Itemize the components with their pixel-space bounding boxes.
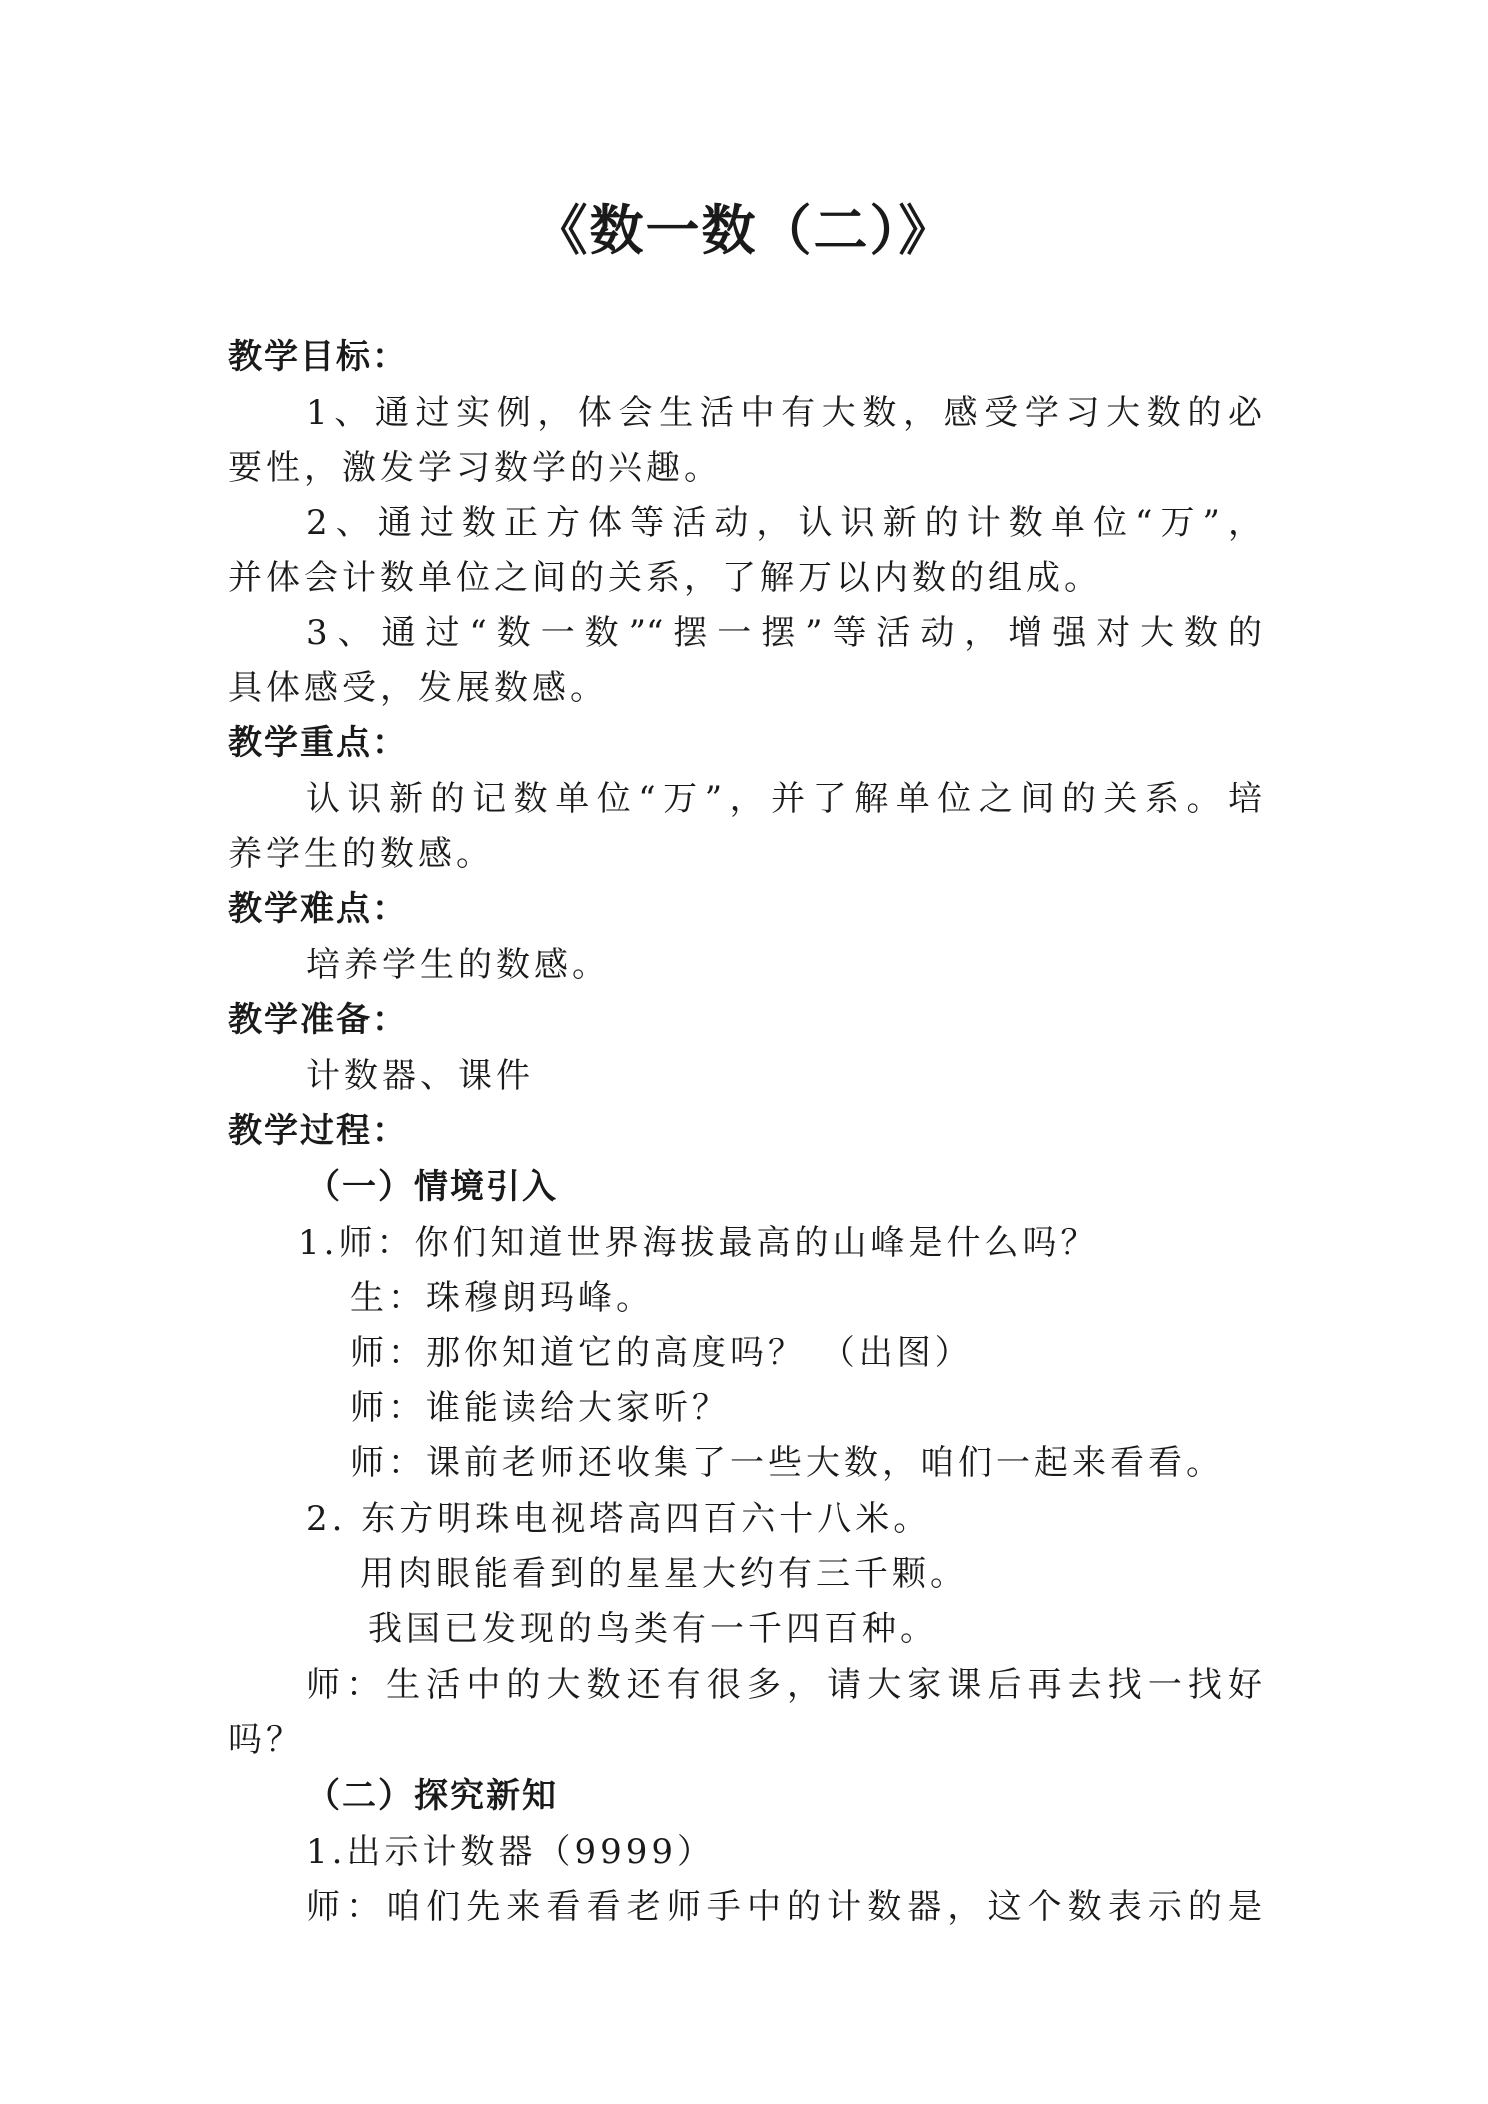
part2-line-2: 师：咱们先来看看老师手中的计数器，这个数表示的是	[306, 1887, 1262, 1927]
objective-1-line-2: 要性，激发学习数学的兴趣。	[228, 448, 722, 488]
part1-line-5: 师：课前老师还收集了一些大数，咱们一起来看看。	[350, 1443, 1224, 1483]
objective-1-line-1: 1、通过实例，体会生活中有大数，感受学习大数的必	[306, 393, 1262, 433]
difficulty-heading: 教学难点：	[228, 889, 408, 929]
part2-heading: （二）探究新知	[306, 1776, 558, 1816]
part1-closing-line-2: 吗？	[228, 1720, 304, 1760]
difficulty-text: 培养学生的数感。	[306, 945, 610, 985]
objective-2-line-2: 并体会计数单位之间的关系，了解万以内数的组成。	[228, 558, 1102, 598]
process-heading: 教学过程：	[228, 1111, 408, 1151]
preparation-text: 计数器、课件	[306, 1056, 534, 1096]
key-points-line-1: 认识新的记数单位“万”，并了解单位之间的关系。培	[306, 779, 1262, 819]
part1-line-8: 我国已发现的鸟类有一千四百种。	[368, 1609, 938, 1649]
document-title: 《数一数（二）》	[533, 199, 955, 262]
objectives-heading: 教学目标：	[228, 337, 408, 377]
key-points-line-2: 养学生的数感。	[228, 834, 494, 874]
part1-line-2: 生：珠穆朗玛峰。	[350, 1278, 654, 1318]
part1-line-4: 师：谁能读给大家听？	[350, 1388, 730, 1428]
part1-closing-line-1: 师：生活中的大数还有很多，请大家课后再去找一找好	[306, 1665, 1262, 1705]
part1-line-7: 用肉眼能看到的星星大约有三千颗。	[360, 1554, 968, 1594]
part2-line-1: 1.出示计数器（9999）	[306, 1832, 715, 1872]
key-points-heading: 教学重点：	[228, 723, 408, 763]
part1-line-1: 1.师：你们知道世界海拔最高的山峰是什么吗？	[298, 1223, 1099, 1263]
part1-heading: （一）情境引入	[306, 1167, 558, 1207]
objective-3-line-1: 3、通过“数一数”“摆一摆”等活动，增强对大数的	[306, 613, 1262, 653]
preparation-heading: 教学准备：	[228, 1000, 408, 1040]
part1-line-3: 师：那你知道它的高度吗？ （出图）	[350, 1333, 973, 1373]
objective-2-line-1: 2、通过数正方体等活动，认识新的计数单位“万”，	[306, 503, 1262, 543]
part1-line-6: 2. 东方明珠电视塔高四百六十八米。	[306, 1499, 932, 1539]
objective-3-line-2: 具体感受，发展数感。	[228, 668, 608, 708]
